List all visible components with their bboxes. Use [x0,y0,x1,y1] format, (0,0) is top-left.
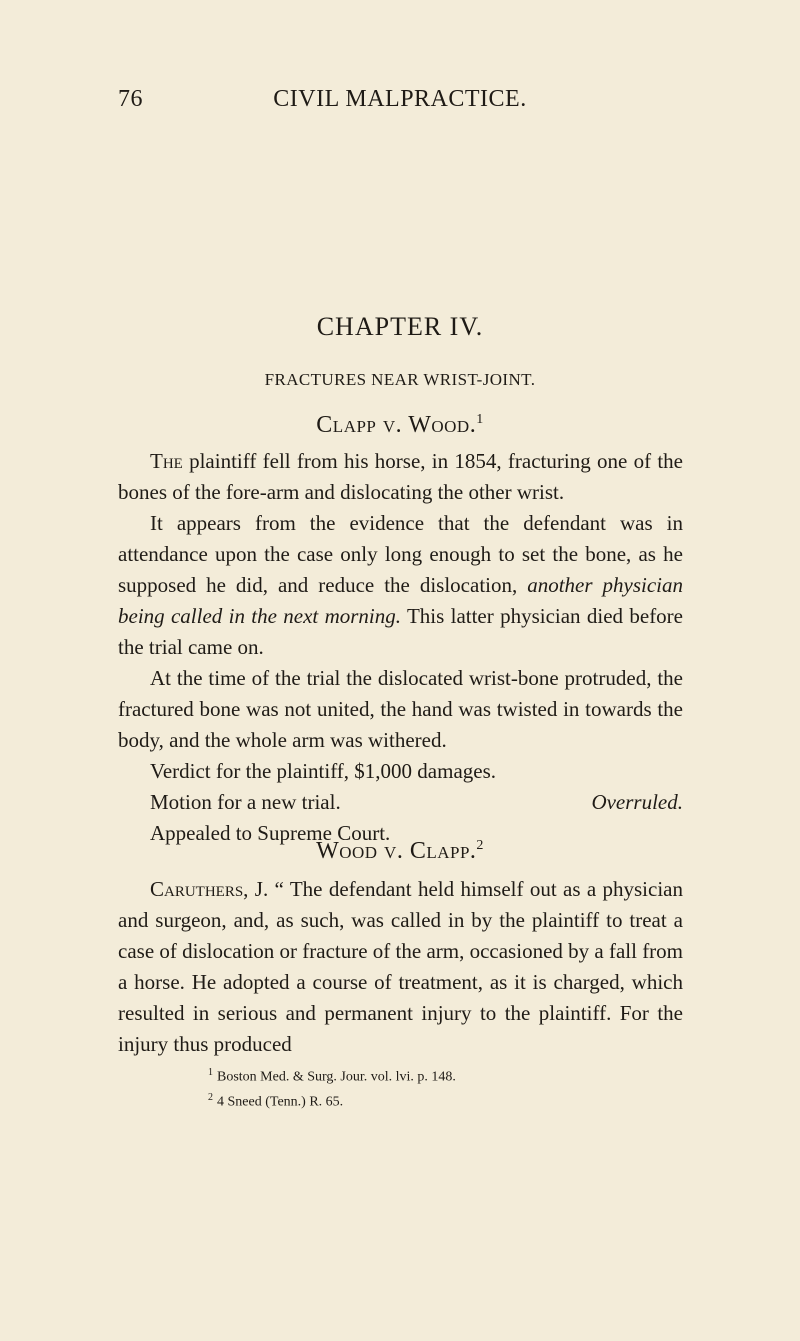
footnotes [208,1063,456,1112]
footnote [208,1063,456,1088]
page-number: 76 [118,86,143,112]
lead-word: The [150,449,183,473]
paragraph [118,446,683,508]
case-one-body [118,446,683,849]
paragraph: At the time of the trial the dislocated wrist-bone protruded, the fractured bone was not united, the hand was twisted in towards the body, and the whole arm was withered. [118,666,683,752]
judge-name: Caruthers, J. [150,877,269,901]
paragraph [118,508,683,663]
ruling-text: Overruled. [591,790,683,814]
motion-line [118,787,683,818]
footnote [208,1088,456,1113]
running-title: CIVIL MALPRACTICE. [273,86,527,112]
paragraph-text: This latter physician died before the trial came on. [118,604,683,659]
paragraph: Appealed to Supreme Court. [150,821,391,845]
footnote-ref: 1 [476,412,484,427]
footnote-text: 4 Sneed (Tenn.) R. 65. [217,1094,344,1110]
paragraph [118,874,683,1060]
case-title-text: Wood v. Clapp. [316,838,477,864]
footnote-ref: 2 [476,838,484,853]
chapter-subject: FRACTURES NEAR WRIST-JOINT. [264,370,536,389]
case-title-text: Clapp v. Wood. [316,412,477,438]
case-title-wood-v-clapp [0,838,800,865]
footnote-mark: 2 [208,1091,213,1103]
paragraph-text: “ The defendant held himself out as a physician and surgeon, and, as such, was called in by the plaintiff to treat a case of dislocation or fracture of the arm, occasioned by a fall from a horse. He adopted a course of treatment, as it is charged, which resulted in serious and permanent injury to the plaintiff. For the injury thus produced [118,877,684,1056]
paragraph-text: It appears from the evidence that the defendant was in attendance upon the case only long enough to set the bone, as he supposed he did, and reduce the dislocation, [118,511,683,597]
case-two-body [118,874,683,1060]
motion-text: Motion for a new trial. [150,790,341,814]
footnote-text: Boston Med. & Surg. Jour. vol. lvi. p. 148. [217,1069,456,1085]
paragraph: Verdict for the plaintiff, $1,000 damages. [150,759,497,783]
case-title-clapp-v-wood [0,412,800,439]
paragraph-text: plaintiff fell from his horse, in 1854, fracturing one of the bones of the fore-arm and dislocating the other wrist. [118,449,683,504]
footnote-mark: 1 [208,1067,213,1078]
italic-text: another physician being called in the next morning. [118,573,684,628]
chapter-heading: CHAPTER IV. [316,312,484,341]
